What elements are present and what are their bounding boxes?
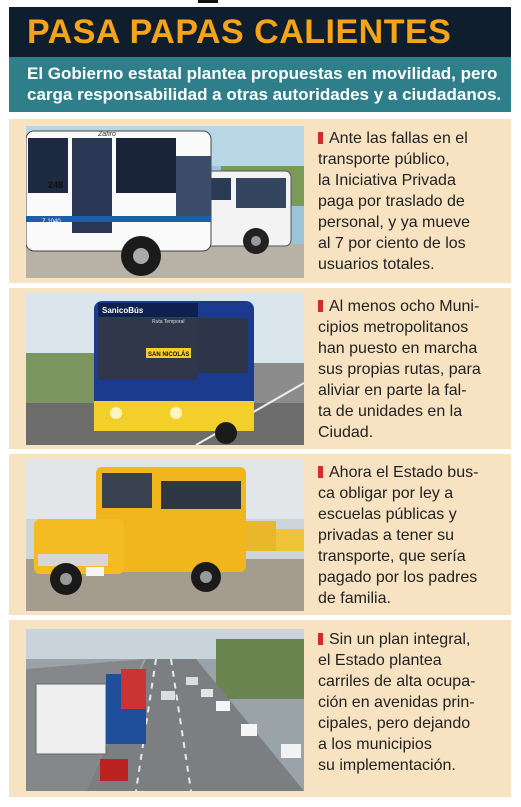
bullet-icon bbox=[318, 132, 323, 144]
subtitle-band bbox=[9, 57, 511, 112]
caption-line: ta de unidades en la bbox=[318, 403, 463, 420]
item-school-transport bbox=[9, 454, 511, 615]
top-divider-tick bbox=[198, 0, 218, 3]
page-title: PASA PAPAS CALIENTES bbox=[27, 13, 452, 51]
caption-line: Sin un plan integral, bbox=[329, 631, 471, 648]
white-buses-photo bbox=[26, 126, 304, 278]
caption-line: a los municipios bbox=[318, 736, 432, 753]
caption-school-transport bbox=[318, 462, 510, 609]
bus-brand-sign: SanicoBús bbox=[102, 306, 144, 315]
caption-line: ción en avenidas prin- bbox=[318, 694, 475, 711]
subtitle-line: carga responsabilidad a otras autoridades y a ciudadanos. bbox=[27, 85, 502, 104]
bullet-icon bbox=[318, 466, 323, 478]
caption-line: transporte, que sería bbox=[318, 548, 466, 565]
caption-line: personal, y ya mueve bbox=[318, 214, 471, 231]
caption-line: usuarios totales. bbox=[318, 256, 435, 273]
item-municipal-routes bbox=[9, 288, 511, 449]
caption-line: al 7 por ciento de los bbox=[318, 235, 466, 252]
caption-line: han puesto en marcha bbox=[318, 340, 478, 357]
caption-line: paga por traslado de bbox=[318, 193, 465, 210]
caption-line: Ciudad. bbox=[318, 424, 374, 441]
bus1-number: 248 bbox=[48, 180, 64, 190]
bullet-icon bbox=[318, 300, 323, 312]
caption-private-transport bbox=[318, 128, 510, 275]
bus1-code: Z 1040 bbox=[42, 219, 61, 225]
caption-line: Al menos ocho Muni- bbox=[329, 298, 480, 315]
caption-line: Ahora el Estado bus- bbox=[329, 464, 479, 481]
page-subtitle bbox=[27, 63, 507, 105]
bus1-brand: Zafiro bbox=[98, 131, 116, 138]
bus-route-sign: Ruta Temporal bbox=[152, 319, 185, 325]
bus-destination-sign: SAN NICOLÁS bbox=[148, 352, 190, 358]
caption-line: cipales, pero dejando bbox=[318, 715, 471, 732]
sanicobus-photo bbox=[26, 293, 304, 445]
caption-line: carriles de alta ocupa- bbox=[318, 673, 476, 690]
caption-line: cipios metropolitanos bbox=[318, 319, 469, 336]
subtitle-line: El Gobierno estatal plantea propuestas en movilidad, pero bbox=[27, 64, 498, 83]
caption-line: escuelas públicas y bbox=[318, 506, 457, 523]
item-high-occupancy-lanes bbox=[9, 620, 511, 797]
title-band bbox=[9, 7, 511, 57]
caption-line: el Estado plantea bbox=[318, 652, 442, 669]
caption-line: pagado por los padres bbox=[318, 569, 478, 586]
bullet-icon bbox=[318, 633, 323, 645]
caption-line: transporte público, bbox=[318, 151, 450, 168]
caption-high-occupancy-lanes bbox=[318, 629, 510, 776]
caption-line: Ante las fallas en el bbox=[329, 130, 468, 147]
caption-line: sus propias rutas, para bbox=[318, 361, 481, 378]
caption-line: ca obligar por ley a bbox=[318, 485, 454, 502]
caption-line: de familia. bbox=[318, 590, 391, 607]
caption-line: la Iniciativa Privada bbox=[318, 172, 456, 189]
highway-traffic-photo bbox=[26, 629, 304, 791]
caption-line: aliviar en parte la fal- bbox=[318, 382, 467, 399]
caption-municipal-routes bbox=[318, 296, 510, 443]
caption-line: privadas a tener su bbox=[318, 527, 455, 544]
school-bus-photo bbox=[26, 459, 304, 611]
item-private-transport bbox=[9, 119, 511, 283]
caption-line: su implementación. bbox=[318, 757, 456, 774]
